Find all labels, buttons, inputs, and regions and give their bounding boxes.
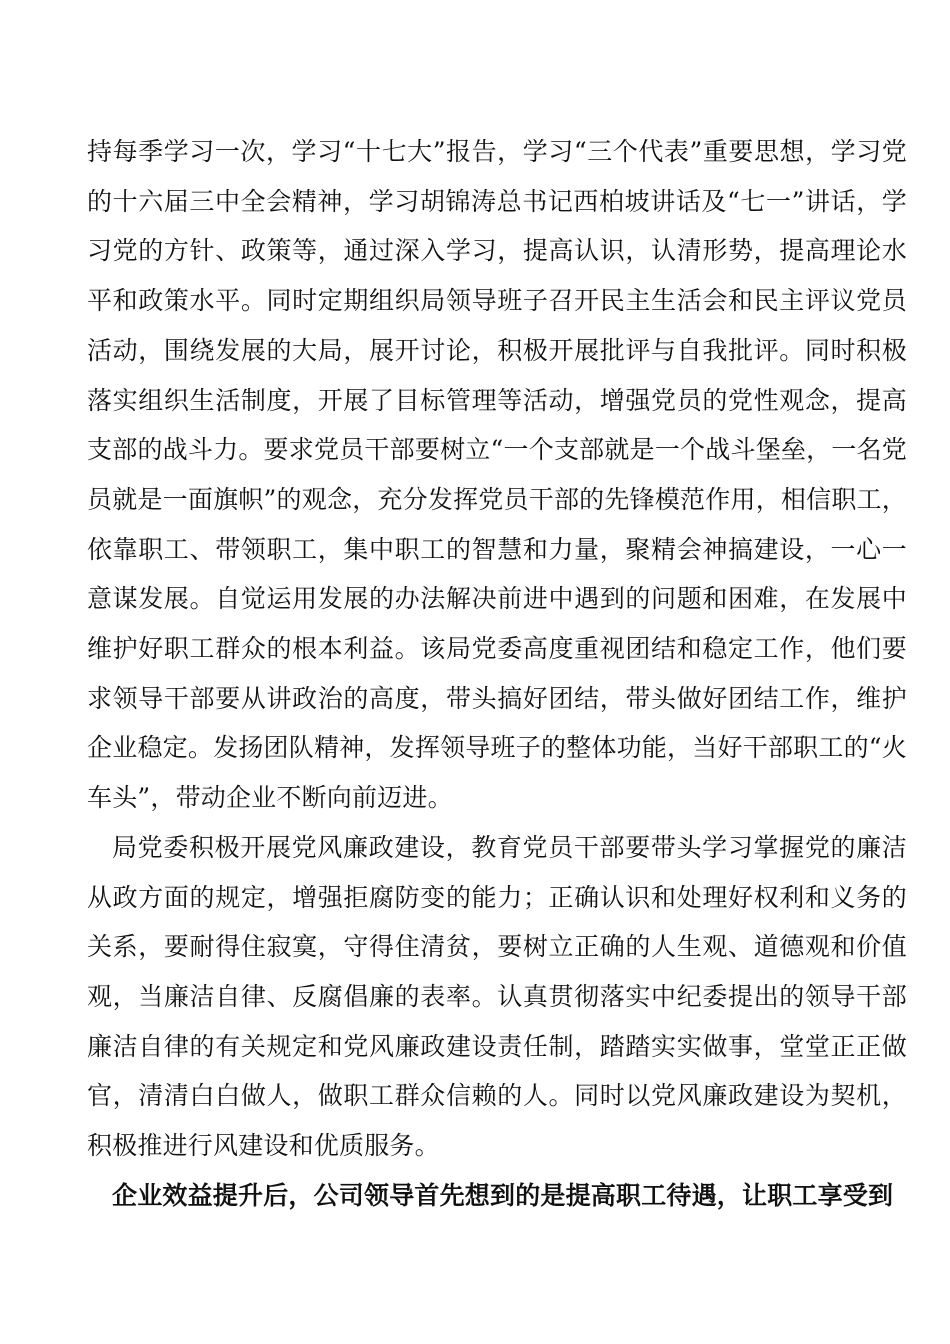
paragraph-party-study: 持每季学习一次，学习“十七大”报告，学习“三个代表”重要思想，学习党的十六届三中全会精神，学习胡锦涛总书记西柏坡讲话及“七一”讲话，学习党的方针、政策等，通过深入学习，提高认识，认清形势，提高理论水平和政策水平。同时定期组织局领导班子召开民主生活会和民主评议党员活动，围绕发展的大局，展开讨论，积极开展批评与自我批评。同时积极落实组织生活制度，开展了目标管理等活动，增强党员的党性观念，提高支部的战斗力。要求党员干部要树立“一个支部就是一个战斗堡垒，一名党员就是一面旗帜”的观念，充分发挥党员干部的先锋模范作用，相信职工，依靠职工、带领职工，集中职工的智慧和力量，聚精会神搞建设，一心一意谋发展。自觉运用发展的办法解决前进中遇到的问题和困难，在发展中维护好职工群众的根本利益。该局党委高度重视团结和稳定工作，他们要求领导干部要从讲政治的高度，带头搞好团结，带头做好团结工作，维护企业稳定。发扬团队精神，发挥领导班子的整体功能，当好干部职工的“火车头”，带动企业不断向前迈进。 xyxy=(87,137,907,813)
paragraph-staff-benefits: 企业效益提升后，公司领导首先想到的是提高职工待遇，让职工享受到 xyxy=(112,1180,894,1210)
document-body xyxy=(87,127,907,1220)
paragraph-clean-governance: 局党委积极开展党风廉政建设，教育党员干部要带头学习掌握党的廉洁从政方面的规定，增强拒腐防变的能力；正确认识和处理好权利和义务的关系，要耐得住寂寞，守得住清贫，要树立正确的人生观、道德观和价值观，当廉洁自律、反腐倡廉的表率。认真贯彻落实中纪委提出的领导干部廉洁自律的有关规定和党风廉政建设责任制，踏踏实实做事，堂堂正正做官，清清白白做人，做职工群众信赖的人。同时以党风廉政建设为契机，积极推进行风建设和优质服务。 xyxy=(87,832,907,1161)
